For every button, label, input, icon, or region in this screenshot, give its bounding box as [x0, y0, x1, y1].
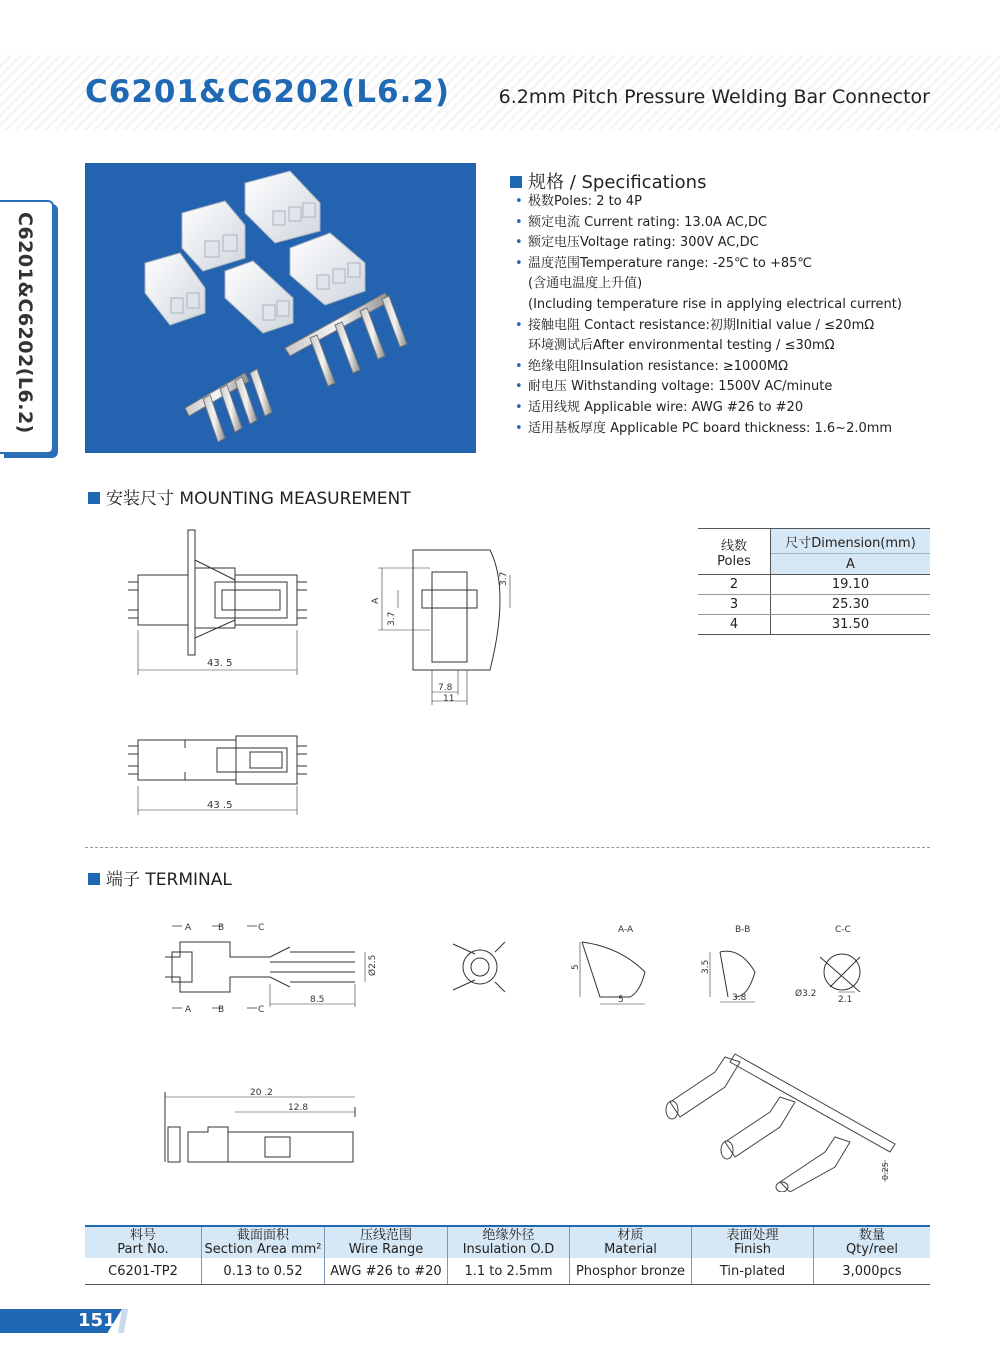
terminal-drawings: [150, 912, 900, 1192]
dim-5-b: 5: [618, 995, 624, 1005]
specifications-list: [515, 192, 902, 439]
side-tab-label: C6201&C6202(L6.2): [14, 212, 36, 434]
housing-mid-center: [225, 261, 293, 333]
bullet-icon: •: [515, 317, 523, 333]
parts-header-row: [85, 1226, 930, 1258]
parts-table: [85, 1225, 930, 1285]
col-finish: 表面处理 Finish: [692, 1226, 814, 1258]
terminal-reel-strip: [666, 1054, 895, 1192]
dim-dia-3-2: Ø3.2: [795, 989, 817, 999]
section-c-c: [795, 925, 860, 1005]
dim-row: 3 25.30: [698, 595, 930, 615]
bullet-icon: •: [515, 194, 523, 209]
dim-3-7: 3.7: [387, 611, 397, 626]
terminal-front-view: [453, 942, 505, 992]
housing-top-right: [245, 171, 320, 243]
terminal-strip-right: [285, 293, 407, 386]
dim-20-2: 20 .2: [250, 1088, 273, 1098]
side-tab: [0, 200, 54, 454]
page-number: 151: [78, 1310, 116, 1331]
dim-11: 11: [443, 694, 455, 704]
dim-0-25: 0.25: [881, 1162, 890, 1180]
mounting-panel-cutout-view: [371, 550, 510, 705]
dimension-table: [698, 528, 930, 635]
svg-text:A: A: [185, 1005, 192, 1015]
svg-text:B: B: [218, 1005, 225, 1015]
bullet-icon: •: [515, 255, 523, 271]
label-c-c: C-C: [835, 925, 851, 935]
dim-8-5: 8.5: [310, 995, 325, 1005]
dim-2-1: 2.1: [838, 995, 853, 1005]
spec-item: • 极数Poles: 2 to 4P: [515, 192, 902, 213]
housing-mid-right: [290, 233, 365, 305]
svg-text:C: C: [258, 1005, 265, 1015]
dim-a: A: [371, 597, 381, 604]
section-c-label: C: [258, 923, 265, 933]
housing-top-left: [182, 201, 245, 271]
section-b-label: B: [218, 923, 225, 933]
dim-5: 5: [571, 964, 581, 970]
spec-item: 环境测试后After environmental testing / ≤30mΩ: [528, 338, 835, 354]
dim-dia-2-5: Ø2.5: [368, 954, 378, 976]
mounting-side-view-bottom: [128, 736, 307, 815]
dim-col-poles: 线数 Poles: [698, 529, 771, 575]
mounting-side-view-top: [128, 530, 307, 675]
page-title: C6201&C6202(L6.2): [85, 74, 451, 110]
spec-item: • 绝缘电阻Insulation resistance: ≥1000MΩ: [515, 357, 902, 378]
spec-item: • 适用线规 Applicable wire: AWG #26 to #20: [515, 398, 902, 419]
bullet-icon: •: [515, 214, 523, 230]
terminal-top-view: [165, 1088, 355, 1162]
spec-item: (Including temperature rise in applying electrical current): [528, 296, 902, 312]
bullet-icon: •: [515, 379, 523, 395]
bullet-icon: •: [515, 420, 523, 436]
connector-photo-illustration: [85, 163, 476, 453]
terminal-side-view: [165, 923, 378, 1015]
dim-12-8: 12.8: [288, 1103, 309, 1113]
mounting-heading: 安装尺寸 MOUNTING MEASUREMENT: [88, 484, 411, 509]
label-a-a: A-A: [618, 925, 634, 935]
mounting-drawings: [110, 520, 530, 820]
spec-item: (含通电温度上升值): [528, 276, 643, 292]
spec-item: • 接触电阻 Contact resistance:初期Initial value / ≤20mΩ: [515, 316, 902, 337]
product-photo: [85, 163, 476, 453]
col-qty-reel: 数量 Qty/reel: [814, 1226, 931, 1258]
col-material: 材质 Material: [570, 1226, 692, 1258]
col-section-area: 截面面积 Section Area mm²: [202, 1226, 325, 1258]
section-a-a: [571, 925, 645, 1005]
col-wire-range: 压线范围 Wire Range: [325, 1226, 448, 1258]
dim-7-8: 7.8: [438, 683, 453, 693]
page-subtitle: 6.2mm Pitch Pressure Welding Bar Connector: [498, 86, 930, 108]
terminal-heading: 端子 TERMINAL: [88, 865, 232, 890]
dim-43-5: 43. 5: [207, 658, 233, 669]
heading-square-icon: [88, 492, 100, 504]
bullet-icon: •: [515, 358, 523, 374]
dim-col-a: A: [771, 554, 931, 575]
dim-3-5: 3.5: [701, 959, 711, 974]
spec-item: • 额定电流 Current rating: 13.0A AC,DC: [515, 213, 902, 234]
specifications-heading: 规格 / Specifications: [510, 168, 706, 194]
heading-square-icon: [88, 873, 100, 885]
spec-item: • 耐电压 Withstanding voltage: 1500V AC/minute: [515, 377, 902, 398]
section-divider: [85, 847, 930, 848]
dim-3-7-b: 3.7: [499, 571, 509, 586]
col-insulation-od: 绝缘外径 Insulation O.D: [448, 1226, 570, 1258]
table-row: C6201-TP2 0.13 to 0.52 AWG #26 to #20 1.1 to 2.5mm Phosphor bronze Tin-plated 3,000pcs: [85, 1258, 930, 1285]
dim-col-dimension: 尺寸Dimension(mm): [771, 529, 931, 554]
label-b-b: B-B: [735, 925, 751, 935]
dim-row: 4 31.50: [698, 615, 930, 635]
dim-43-5-b: 43 .5: [207, 800, 233, 811]
dim-3-8: 3.8: [732, 993, 747, 1003]
heading-square-icon: [510, 176, 522, 188]
bullet-icon: •: [515, 399, 523, 415]
section-a-label: A: [185, 923, 192, 933]
spec-item: • 适用基板厚度 Applicable PC board thickness: 1.6~2.0mm: [515, 419, 902, 440]
section-b-b: [701, 925, 755, 1003]
dim-row: 2 19.10: [698, 575, 930, 595]
terminal-strip-left: [185, 369, 272, 442]
bullet-icon: •: [515, 235, 523, 251]
spec-item: • 额定电压Voltage rating: 300V AC,DC: [515, 233, 902, 254]
col-part-no: 料号 Part No.: [85, 1226, 202, 1258]
spec-item: • 温度范围Temperature range: -25℃ to +85℃: [515, 254, 902, 275]
